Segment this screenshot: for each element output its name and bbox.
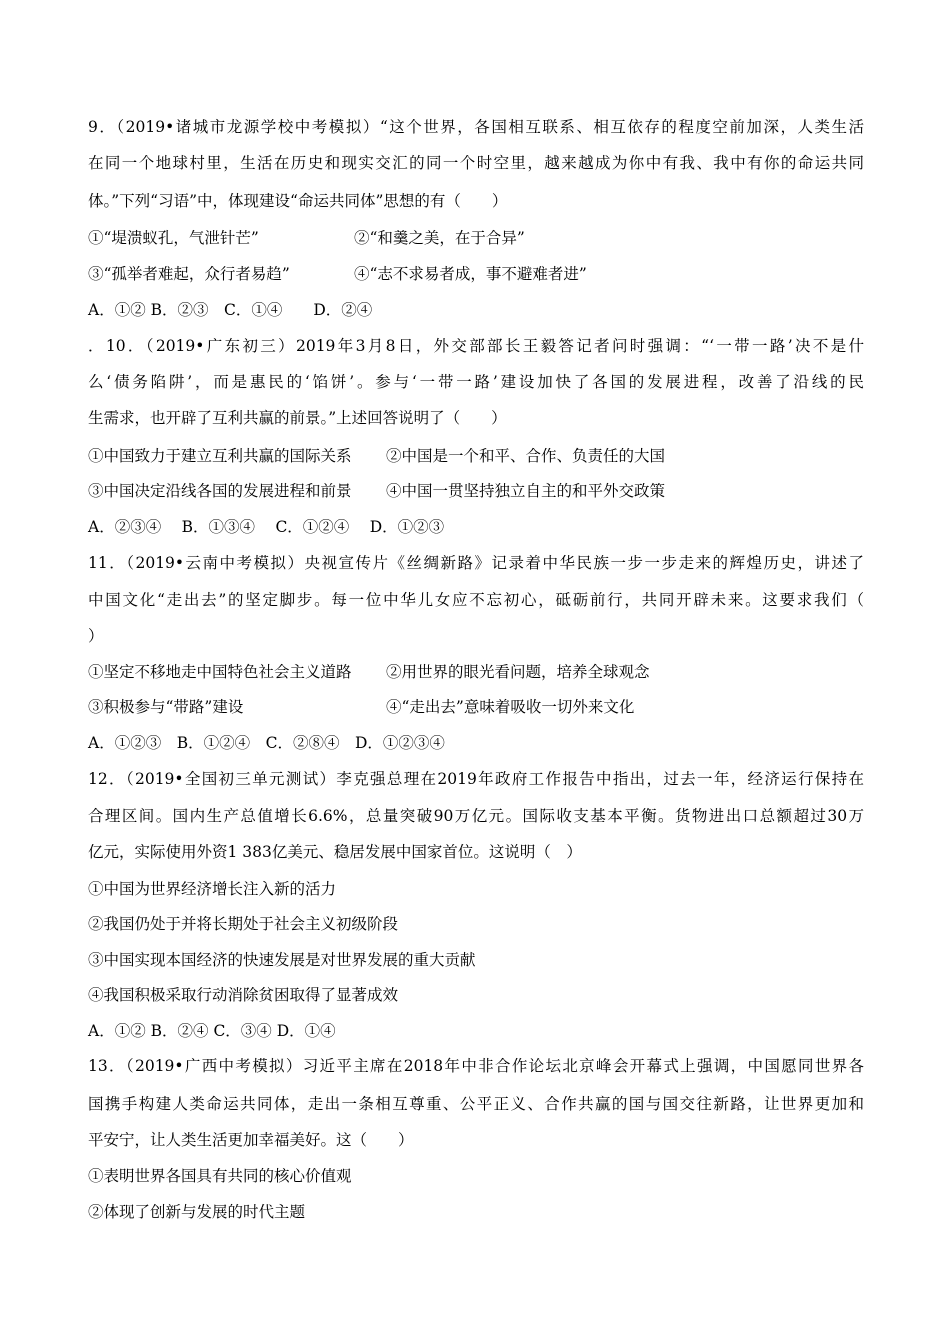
q10-stem-line-1: ．10．（2019•广东初三）2019年3月8日，外交部部长王毅答记者问时强调：“‘一带一路’决不是什 — [88, 337, 864, 355]
q11-stem-line-2: 中国文化“走出去”的坚定脚步。每一位中华儿女应不忘初心，砥砺前行，共同开辟未来。这要求我们（ — [88, 591, 864, 609]
q11-options-row-1 — [88, 662, 650, 682]
q13-option-1: ①表明世界各国具有共同的核心价值观 — [88, 1167, 352, 1185]
q12-option-1: ①中国为世界经济增长注入新的活力 — [88, 880, 337, 898]
q10-options-row-2 — [88, 481, 666, 501]
q10-options-row-1 — [88, 446, 666, 466]
q12-option-4: ④我国积极采取行动消除贫困取得了显著成效 — [88, 986, 399, 1004]
q9-options-row-1 — [88, 228, 525, 248]
q9-option-1: ①“堤溃蚁孔，气泄针芒” — [88, 229, 259, 247]
q11-stem-line-3: ） — [88, 627, 104, 645]
q11-stem-line-1: 11．（2019•云南中考模拟）央视宣传片《丝绸新路》记录着中华民族一步一步走来的辉煌历史，讲述了 — [88, 554, 864, 572]
q12-stem-line-3: 亿元，实际使用外资1 383亿美元、稳居发展中国家首位。这说明（ ） — [88, 843, 582, 861]
q10-option-1: ①中国致力于建立互利共赢的国际关系 — [88, 447, 352, 465]
q13-stem-line-2: 国携手构建人类命运共同体，走出一条相互尊重、公平正义、合作共赢的国与国交往新路，让世界更加和 — [88, 1095, 864, 1113]
q11-option-2: ②用世界的眼光看问题，培养全球观念 — [386, 663, 650, 681]
q13-option-2: ②体现了创新与发展的时代主题 — [88, 1203, 306, 1221]
q9-stem-line-1: 9．（2019•诸城市龙源学校中考模拟）“这个世界，各国相互联系、相互依存的程度空前加深，人类生活 — [88, 118, 864, 136]
q10-option-2: ②中国是一个和平、合作、负责任的大国 — [386, 447, 666, 465]
q12-stem-line-2: 合理区间。国内生产总值增长6.6%，总量突破90万亿元。国际收支基本平衡。货物进出口总额超过30万 — [88, 807, 864, 825]
q10-answer-choices: A．②③④ B．①③④ C．①②④ D．①②③ — [88, 518, 445, 536]
q11-answer-choices: A．①②③ B．①②④ C．②⑧④ D．①②③④ — [88, 734, 445, 752]
q9-option-2: ②“和羹之美，在于合异” — [354, 229, 525, 247]
q12-option-3: ③中国实现本国经济的快速发展是对世界发展的重大贡献 — [88, 951, 476, 969]
q10-stem-line-2: 么‘债务陷阱’，而是惠民的‘馅饼’。参与‘一带一路’建设加快了各国的发展进程，改善了沿线的民 — [88, 373, 864, 391]
q12-option-2: ②我国仍处于并将长期处于社会主义初级阶段 — [88, 915, 399, 933]
q10-option-3: ③中国决定沿线各国的发展进程和前景 — [88, 482, 352, 500]
q11-option-1: ①坚定不移地走中国特色社会主义道路 — [88, 663, 352, 681]
q9-stem-line-3: 体。”下列“习语”中，体现建设“命运共同体”思想的有（ ） — [88, 192, 508, 210]
q13-stem-line-1: 13．（2019•广西中考模拟）习近平主席在2018年中非合作论坛北京峰会开幕式上强调，中国愿同世界各 — [88, 1057, 864, 1075]
q10-option-4: ④中国一贯坚持独立自主的和平外交政策 — [386, 482, 666, 500]
q9-option-3: ③“孤举者难起，众行者易趋” — [88, 265, 290, 283]
q10-stem-line-3: 生需求，也开辟了互利共赢的前景。”上述回答说明了（ ） — [88, 409, 507, 427]
q11-option-3: ③积极参与“带路”建设 — [88, 698, 244, 716]
q9-options-row-2 — [88, 264, 587, 284]
q11-options-row-2 — [88, 697, 635, 717]
q12-stem-line-1: 12．（2019•全国初三单元测试）李克强总理在2019年政府工作报告中指出，过去一年，经济运行保持在 — [88, 770, 864, 788]
q9-option-4: ④“志不求易者成，事不避难者进” — [354, 265, 587, 283]
q9-stem-line-2: 在同一个地球村里，生活在历史和现实交汇的同一个时空里，越来越成为你中有我、我中有你的命运共同 — [88, 154, 864, 172]
q11-option-4: ④“走出去”意味着吸收一切外来文化 — [386, 698, 635, 716]
q12-answer-choices: A．①② B．②④ C．③④ D．①④ — [88, 1022, 336, 1040]
q13-stem-line-3: 平安宁，让人类生活更加幸福美好。这（ ） — [88, 1131, 414, 1149]
q9-answer-choices: A．①② B．②③ C．①④ D．②④ — [88, 301, 373, 319]
